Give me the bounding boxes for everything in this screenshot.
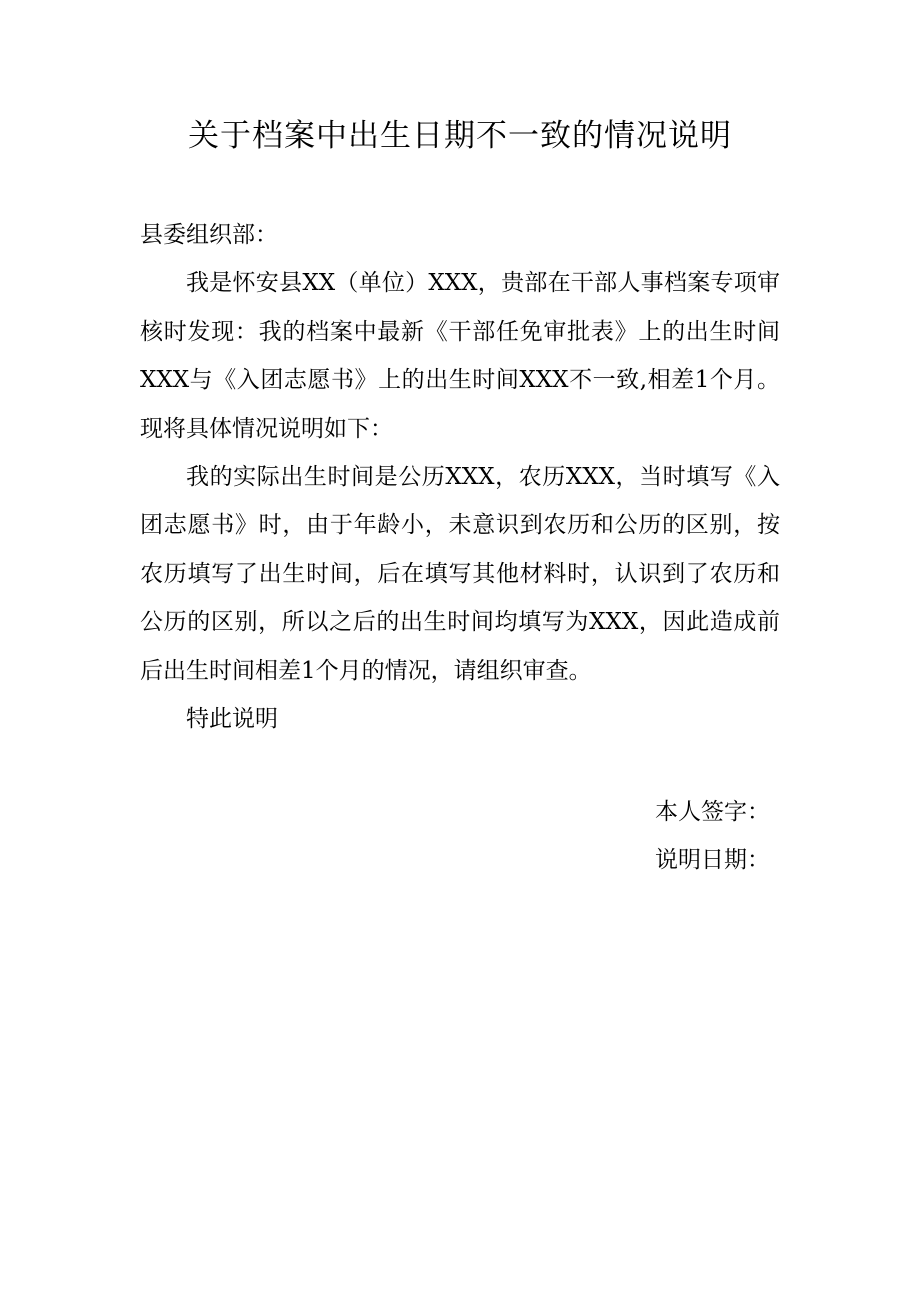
date-label: 说明日期：	[655, 847, 770, 874]
document-title: 关于档案中出生日期不一致的情况说明	[188, 118, 732, 154]
paragraph-2: 我的实际出生时间是公历XXX，农历XXX，当时填写《入团志愿书》时，由于年龄小，未意识到农历和公历的区别，按农历填写了出生时间，后在填写其他材料时，认识到了农历和公历的区别，所以之后的出生时间均填写为XXX，因此造成前后出生时间相差1个月的情况，请组织审查。	[140, 464, 780, 684]
salutation: 县委组织部：	[140, 222, 278, 248]
paragraph-1: 我是怀安县XX（单位）XXX，贵部在干部人事档案专项审核时发现：我的档案中最新《干部任免审批表》上的出生时间XXX与《入团志愿书》上的出生时间XXX不一致,相差1个月。现将具体情况说明如下：	[140, 270, 780, 442]
signature-label: 本人签字：	[655, 799, 770, 825]
document-body	[140, 211, 780, 743]
signature-block	[560, 788, 770, 885]
closing-line: 特此说明	[186, 706, 278, 733]
